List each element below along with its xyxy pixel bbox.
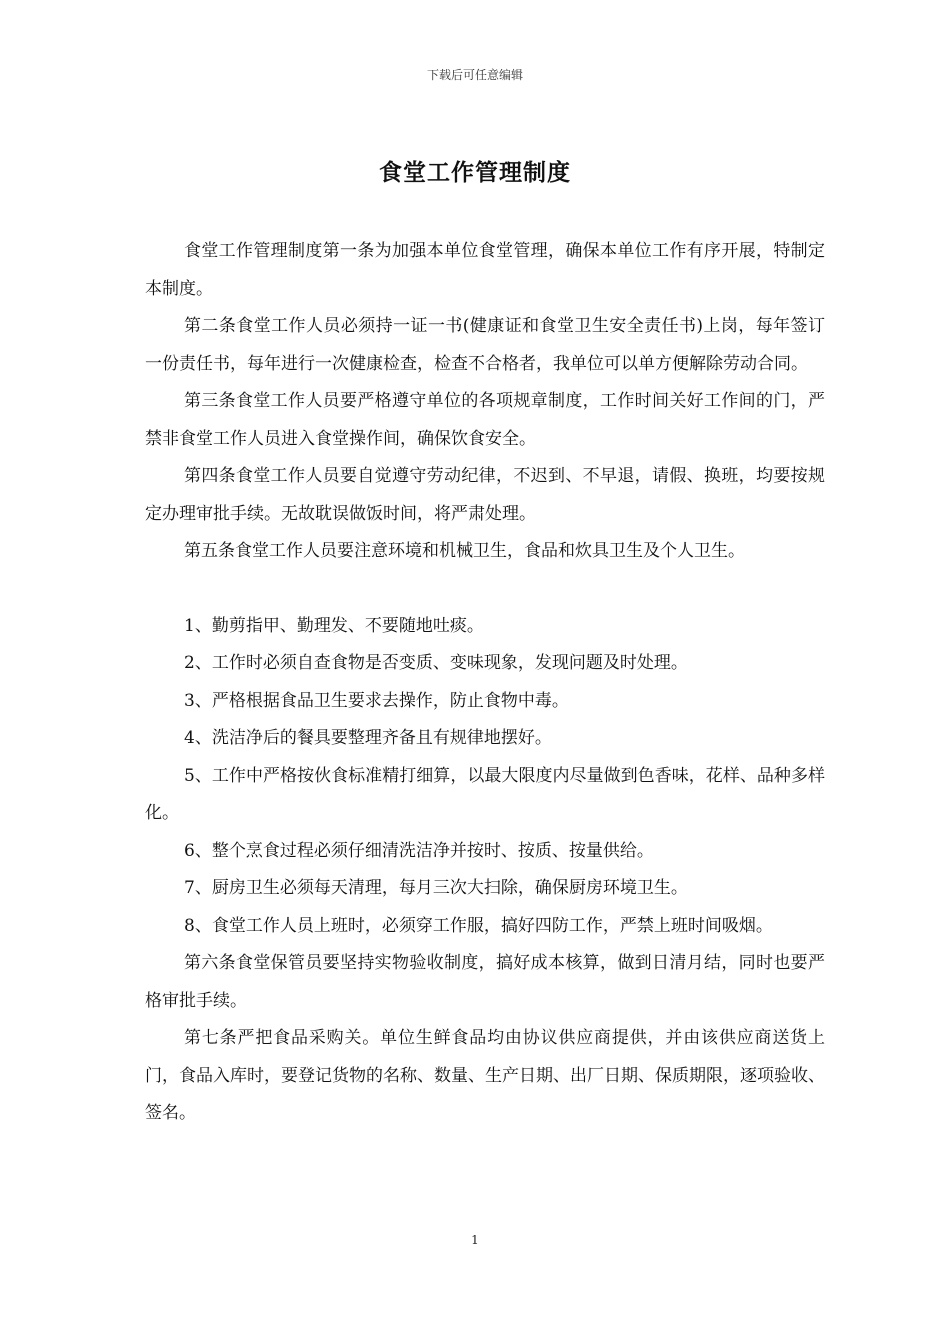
list-item: 4、洗洁净后的餐具要整理齐备且有规律地摆好。 (184, 728, 552, 748)
list-item: 6、整个烹食过程必须仔细清洗洁净并按时、按质、按量供给。 (184, 840, 654, 861)
list-item: 7、厨房卫生必须每天清理，每月三次大扫除，确保厨房环境卫生。 (184, 878, 688, 898)
page-header-note: 下载后可任意编辑 (426, 68, 523, 82)
article-7: 第七条严把食品采购关。单位生鲜食品均由协议供应商提供，并由该供应商送货上门，食品入库时，要登记货物的名称、数量、生产日期、出厂日期、保质期限，逐项验收、签名。 (145, 1028, 825, 1123)
paragraph-gap (145, 571, 825, 608)
article-4: 第四条食堂工作人员要自觉遵守劳动纪律，不迟到、不早退，请假、换班，均要按规定办理审批手续。无故耽误做饭时间，将严肃处理。 (145, 466, 825, 524)
document-title: 食堂工作管理制度 (379, 159, 571, 186)
page-number: 1 (471, 1233, 479, 1247)
list-item: 1、勤剪指甲、勤理发、不要随地吐痰。 (184, 615, 484, 636)
article-1: 食堂工作管理制度第一条为加强本单位食堂管理，确保本单位工作有序开展，特制定本制度。 (145, 241, 825, 299)
article-2: 第二条食堂工作人员必须持一证一书(健康证和食堂卫生安全责任书)上岗，每年签订一份责任书，每年进行一次健康检查，检查不合格者，我单位可以单方便解除劳动合同。 (145, 316, 825, 374)
article-5: 第五条食堂工作人员要注意环境和机械卫生，食品和炊具卫生及个人卫生。 (184, 541, 745, 561)
list-item: 2、工作时必须自查食物是否变质、变味现象，发现问题及时处理。 (184, 653, 688, 673)
list-item: 5、工作中严格按伙食标准精打细算，以最大限度内尽量做到色香味，花样、品种多样化。 (145, 765, 825, 823)
document-body (145, 233, 825, 1133)
article-3: 第三条食堂工作人员要严格遵守单位的各项规章制度，工作时间关好工作间的门，严禁非食堂工作人员进入食堂操作间，确保饮食安全。 (145, 391, 825, 449)
article-6: 第六条食堂保管员要坚持实物验收制度，搞好成本核算，做到日清月结，同时也要严格审批手续。 (145, 953, 825, 1011)
list-item: 8、食堂工作人员上班时，必须穿工作服，搞好四防工作，严禁上班时间吸烟。 (184, 915, 773, 936)
list-item: 3、严格根据食品卫生要求去操作，防止食物中毒。 (184, 690, 569, 711)
